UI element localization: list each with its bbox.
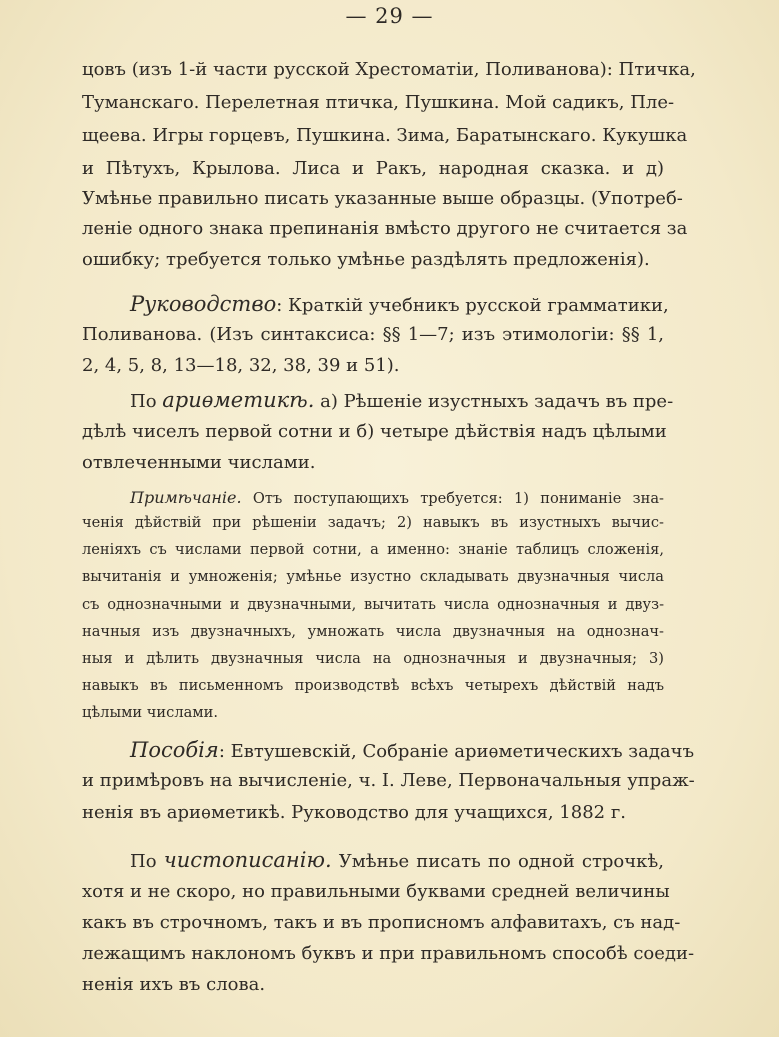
- page-number: — 29 —: [345, 4, 434, 28]
- text-line: цѣлыми числами.: [82, 704, 219, 721]
- text-line: цовъ (изъ 1-й части русской Хрестоматіи, Поливанова): Птичка,: [82, 59, 696, 80]
- text-line: Поливанова. (Изъ синтаксиса: §§ 1—7; изъ этимологіи: §§ 1,: [82, 324, 664, 345]
- text-line: леніе одного знака препинанія вмѣсто другого не считается за: [82, 218, 688, 239]
- text-line: Туманскаго. Перелетная птичка, Пушкина. Мой садикъ, Пле-: [82, 92, 675, 113]
- section-heading: чистописанію.: [163, 848, 332, 872]
- text-line: ненія ихъ въ слова.: [82, 974, 266, 995]
- text-line: какъ въ строчномъ, такъ и въ прописномъ алфавитахъ, съ над-: [82, 912, 681, 933]
- text-line: Пособія: Евтушевскій, Собраніе ариѳметическихъ задачъ: [130, 738, 695, 762]
- text-line: Руководство: Краткій учебникъ русской грамматики,: [130, 292, 669, 316]
- text-line: лежащимъ наклономъ буквъ и при правильномъ способѣ соеди-: [82, 943, 695, 964]
- note-heading: Примѣчаніе.: [130, 488, 242, 507]
- text-line: Умѣнье правильно писать указанные выше образцы. (Употреб-: [82, 188, 683, 209]
- text-line: вычитанія и умноженія; умѣнье изустно складывать двузначныя числа: [82, 568, 664, 585]
- section-heading: Руководство: [130, 292, 277, 316]
- text-line: ныя и дѣлить двузначныя числа на однозначныя и двузначныя; 3): [82, 650, 664, 667]
- text-line: леніяхъ съ числами первой сотни, а именно: знаніе таблицъ сложенія,: [82, 541, 664, 558]
- section-heading: Пособія: [130, 738, 219, 762]
- text-line: дѣлѣ чиселъ первой сотни и б) четыре дѣйствія надъ цѣлыми: [82, 421, 667, 442]
- text-line: ченія дѣйствій при рѣшеніи задачъ; 2) навыкъ въ изустныхъ вычис-: [82, 514, 664, 531]
- section-heading: ариѳметикѣ.: [162, 388, 315, 412]
- text-line: щеева. Игры горцевъ, Пушкина. Зима, Баратынскаго. Кукушка: [82, 125, 688, 146]
- text-line: съ однозначными и двузначными, вычитать числа однозначныя и двуз-: [82, 596, 664, 613]
- text-line: хотя и не скоро, но правильными буквами средней величины: [82, 881, 670, 902]
- text-line: Примѣчаніе. Отъ поступающихъ требуется: 1) пониманіе зна-: [130, 488, 664, 507]
- text-line: начныя изъ двузначныхъ, умножать числа двузначныя на однознач-: [82, 623, 664, 640]
- text-line: навыкъ въ письменномъ производствѣ всѣхъ четырехъ дѣйствій надъ: [82, 677, 664, 694]
- text-line: и примѣровъ на вычисленіе, ч. I. Леве, Первоначальныя упраж-: [82, 770, 695, 791]
- text-line: ошибку; требуется только умѣнье раздѣлять предложенія).: [82, 249, 650, 270]
- text-line: По ариѳметикѣ. а) Рѣшеніе изустныхъ задачъ въ пре-: [130, 388, 674, 412]
- text-line: По чистописанію. Умѣнье писать по одной строчкѣ,: [130, 848, 664, 872]
- text-line: 2, 4, 5, 8, 13—18, 32, 38, 39 и 51).: [82, 355, 400, 376]
- text-line: и Пѣтухъ, Крылова. Лиса и Ракъ, народная сказка. и д): [82, 158, 664, 179]
- text-line: отвлеченными числами.: [82, 452, 316, 473]
- text-line: ненія въ ариѳметикѣ. Руководство для учащихся, 1882 г.: [82, 802, 626, 823]
